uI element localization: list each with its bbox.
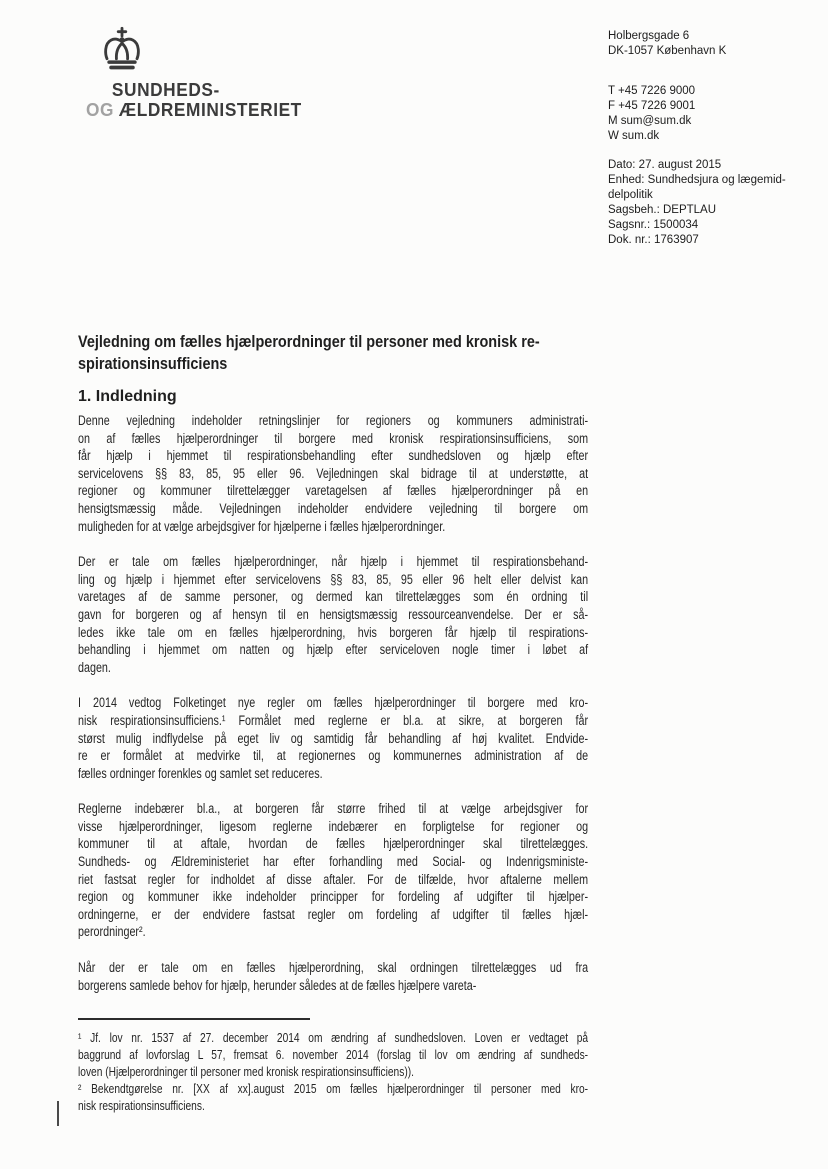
- text-line: Sagsbeh.: DEPTLAU: [608, 204, 717, 216]
- text-line: får hjælp i hjemmet til respirationsbehandling efter sundhedsloven og hjælp efter: [78, 448, 589, 464]
- case-meta-block: [608, 158, 786, 248]
- text-line: Denne vejledning indeholder retningslinjer for regioners og kommuners administrati-: [78, 413, 589, 428]
- text-line: loven (Hjælperordninger til personer med kronisk respirationsinsufficiens)).: [78, 1064, 414, 1079]
- contact-phone-block: [608, 84, 695, 144]
- section-heading: 1. Indledning: [78, 388, 177, 405]
- text-line: ordningerne, er der endvidere fastsat regler om fordeling af udgifter til fælles hjæl-: [78, 906, 589, 922]
- logo-line2: [86, 100, 302, 120]
- text-line: gavn for borgeren og af hensyn til en hensigtsmæssig ressourceanvendelse. Der er så-: [78, 606, 589, 622]
- text-line: ² Bekendtgørelse nr. [XX af xx].august 2015 om fælles hjælperordninger til personer med kro-: [78, 1081, 589, 1096]
- text-line: ledes ikke tale om en fælles hjælperordning, hvis borgeren får hjælp til respirations-: [78, 624, 589, 640]
- text-line: størst mulig indflydelse på eget liv og samtidig får behandling af høj kvalitet. Endvide-: [78, 730, 589, 746]
- margin-mark: [57, 1101, 59, 1126]
- text-line: Holbergsgade 6: [608, 30, 690, 42]
- text-line: ling og hjælp i hjemmet efter servicelovens §§ 83, 85, 95 eller 96 helt eller delvist kan: [78, 571, 589, 587]
- paragraph-1: [78, 412, 588, 535]
- text-line: F +45 7226 9001: [608, 100, 696, 112]
- text-line: nisk respirationsinsufficiens.: [78, 1098, 205, 1113]
- text-line: Når der er tale om en fælles hjælperordning, skal ordningen tilrettelægges ud fra: [78, 960, 589, 976]
- text-line: fælles ordninger forenkles og samlet set reduceres.: [78, 765, 323, 781]
- text-line: Sagsnr.: 1500034: [608, 219, 699, 231]
- text-line: delpolitik: [608, 189, 653, 201]
- text-line: kommuner til at aftale, hvordan de fælles hjælperordninger skal tilrettelægges.: [78, 836, 589, 852]
- text-line: muligheden for at vælge arbejdsgiver for hjælperne i fælles hjælperordninger.: [78, 518, 446, 534]
- text-line: baggrund af lovforslag L 57, fremsat 6. november 2014 (forslag til lov om ændring af sundheds-: [78, 1047, 589, 1062]
- text-line: Reglerne indebærer bl.a., at borgeren får større frihed til at vælge arbejdsgiver for: [78, 801, 589, 817]
- document-title: [78, 331, 588, 375]
- text-line: Sundheds- og Ældreministeriet har efter forhandling med Social- og Indenrigsministe-: [78, 854, 589, 870]
- logo-ministry-name: ÆLDREMINISTERIET: [118, 100, 302, 120]
- paragraph-5: [78, 959, 588, 994]
- text-line: riet fastsat regler for indholdet af disse aftaler. For de tilfælde, hvor aftalerne mellem: [78, 871, 589, 887]
- text-line: T +45 7226 9000: [608, 85, 696, 97]
- text-line: behandling i hjemmet om natten og hjælp efter serviceloven nogle timer i løbet af: [78, 642, 589, 658]
- footnote-1: [78, 1029, 588, 1080]
- text-line: visse hjælperordninger, ligesom reglerne indebærer en forpligtelse for regioner og: [78, 818, 589, 834]
- text-line: W sum.dk: [608, 130, 660, 142]
- text-line: DK-1057 København K: [608, 45, 727, 57]
- text-line: on af fælles hjælperordninger til borgere med kronisk respirationsinsufficiens, som: [78, 430, 589, 446]
- text-line: perordninger².: [78, 924, 146, 940]
- main-text-column: [78, 331, 590, 1012]
- paragraph-3: [78, 694, 588, 782]
- text-line: Dok. nr.: 1763907: [608, 234, 699, 246]
- text-line: dagen.: [78, 659, 111, 675]
- logo-text: [86, 80, 302, 120]
- logo-og: OG: [86, 100, 115, 120]
- text-line: region og kommuner ikke indeholder principper for fordeling af udgifter til hjælper-: [78, 889, 589, 905]
- logo-line1: SUNDHEDS-: [111, 80, 220, 100]
- text-line: re er formålet at medvirke til, at regionernes og kommunernes administration af de: [78, 748, 589, 764]
- footnote-2: [78, 1080, 588, 1114]
- text-line: regioner og kommuner tilrettelægger varetagelsen af fælles hjælperordninger på en: [78, 483, 589, 499]
- text-line: servicelovens §§ 83, 85, 95 eller 96. Vejledningen skal bidrage til at understøtte, at: [78, 465, 589, 481]
- footnote-separator: [78, 1018, 310, 1020]
- danish-crown-icon: [102, 26, 142, 74]
- text-line: ¹ Jf. lov nr. 1537 af 27. december 2014 om ændring af sundhedsloven. Loven er vedtaget på: [78, 1030, 589, 1045]
- text-line: nisk respirationsinsufficiens.¹ Formålet med reglerne er bl.a. at sikre, at borgeren får: [78, 712, 589, 728]
- text-line: Dato: 27. august 2015: [608, 159, 722, 171]
- contact-address-block: [608, 29, 726, 59]
- text-line: I 2014 vedtog Folketinget nye regler om fælles hjælperordninger til borgere med kro-: [78, 695, 589, 711]
- text-line: Vejledning om fælles hjælperordninger til personer med kronisk re-: [78, 332, 540, 351]
- text-line: varetages af de samme personer, og dermed kan tilrettelægges som én ordning til: [78, 589, 589, 605]
- text-line: spirationsinsufficiens: [78, 354, 228, 373]
- paragraph-2: [78, 553, 588, 676]
- footnotes-section: [78, 1018, 590, 1114]
- paragraph-4: [78, 800, 588, 941]
- text-line: M sum@sum.dk: [608, 115, 692, 127]
- text-line: Enhed: Sundhedsjura og lægemid-: [608, 174, 786, 186]
- text-line: borgerens samlede behov for hjælp, herunder således at de fælles hjælpere vareta-: [78, 977, 477, 993]
- text-line: Der er tale om fælles hjælperordninger, når hjælp i hjemmet til respirationsbehand-: [78, 554, 589, 570]
- ministry-logo: [86, 26, 311, 120]
- text-line: hensigtsmæssig måde. Vejledningen indeholder endvidere vejledning til borgere om: [78, 500, 589, 516]
